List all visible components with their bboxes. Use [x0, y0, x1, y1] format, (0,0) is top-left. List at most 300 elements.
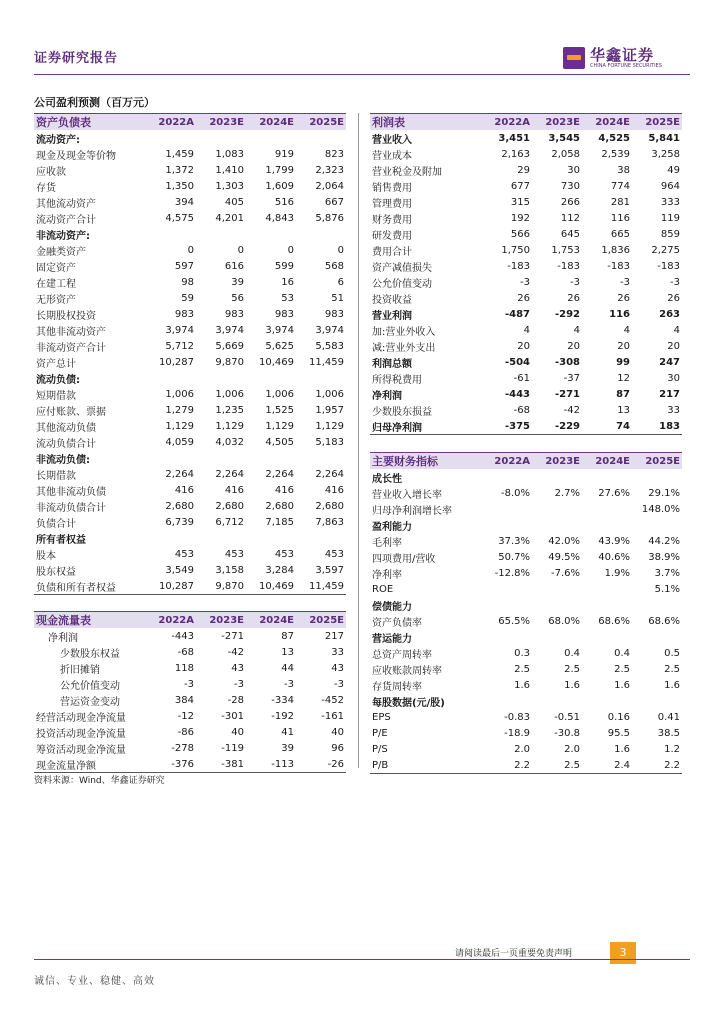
cell-value: 3,974 — [215, 324, 244, 336]
row-label: 四项费用/营收 — [372, 553, 436, 565]
table-header-row — [34, 114, 346, 131]
cell-value: -30.8 — [554, 727, 580, 739]
cell-value: 68.6% — [648, 615, 680, 627]
cell-value — [482, 501, 532, 517]
cell-value — [196, 530, 246, 546]
row-label: 加:营业外收入 — [372, 326, 436, 338]
cell-value: 11,459 — [309, 356, 344, 368]
cell-value: 568 — [324, 260, 344, 272]
row-label: 现金流量净额 — [34, 756, 146, 773]
table-row — [34, 530, 346, 546]
row-label: P/S — [372, 743, 388, 755]
cell-value: 51 — [331, 292, 344, 304]
cell-value: 4 — [673, 324, 680, 336]
table-row — [370, 178, 682, 194]
year-header: 2022A — [482, 453, 532, 470]
table-row — [370, 162, 682, 178]
table-row — [370, 533, 682, 549]
cell-value: 56 — [231, 292, 244, 304]
cell-value: 2.5 — [614, 663, 630, 675]
cell-value: -0.51 — [554, 711, 580, 723]
cell-value: -271 — [221, 630, 244, 642]
cell-value: 2,064 — [315, 180, 344, 192]
cell-value: 453 — [224, 548, 244, 560]
cell-value: 1.9% — [604, 567, 630, 579]
cell-value: 98 — [181, 276, 194, 288]
table-header-row — [370, 453, 682, 470]
cell-value — [582, 501, 632, 517]
row-label: 少数股东损益 — [372, 406, 432, 418]
cell-value: 148.0% — [641, 503, 680, 515]
table-row — [34, 676, 346, 692]
cell-value: 99 — [616, 356, 630, 368]
cell-value: -12 — [177, 710, 194, 722]
cell-value: 1,006 — [315, 388, 344, 400]
cell-value: 1,303 — [215, 180, 244, 192]
row-label: 短期借款 — [36, 390, 76, 402]
cell-value — [296, 530, 346, 546]
table-row — [34, 514, 346, 530]
cell-value: 6 — [337, 276, 344, 288]
row-label: 非流动资产: — [36, 230, 90, 242]
cell-value: 2.0 — [564, 743, 580, 755]
table-row — [34, 628, 346, 644]
column-divider — [358, 113, 359, 768]
cell-value: -504 — [504, 356, 530, 368]
table-row — [34, 146, 346, 162]
cell-value — [532, 469, 582, 485]
table-row — [34, 130, 346, 146]
cell-value: 333 — [660, 196, 680, 208]
row-label: 其他流动负债 — [36, 422, 96, 434]
table-row — [370, 677, 682, 693]
cell-value: -68 — [513, 404, 530, 416]
cell-value: 3,284 — [265, 564, 294, 576]
cell-value: -161 — [321, 710, 344, 722]
row-label: ROE — [372, 583, 394, 595]
table-row — [34, 562, 346, 578]
cash-flow-table — [34, 611, 346, 773]
table-row — [370, 613, 682, 629]
row-label: 成长性 — [372, 473, 402, 485]
table-row — [34, 306, 346, 322]
table-row — [370, 354, 682, 370]
row-label: 费用合计 — [372, 246, 412, 258]
cell-value — [246, 370, 296, 386]
cell-value — [532, 501, 582, 517]
table-row — [370, 645, 682, 661]
cell-value: 43 — [231, 662, 244, 674]
cell-value: 65.5% — [498, 615, 530, 627]
year-header: 2023E — [532, 114, 582, 131]
cell-value: 42.0% — [548, 535, 580, 547]
table-row — [34, 578, 346, 595]
cell-value: 33 — [667, 404, 680, 416]
year-header: 2024E — [582, 453, 632, 470]
cell-value: 13 — [617, 404, 630, 416]
cell-value: 30 — [667, 372, 680, 384]
cell-value: 859 — [660, 228, 680, 240]
year-header: 2025E — [632, 453, 682, 470]
cell-value: 919 — [274, 148, 294, 160]
cell-value — [296, 450, 346, 466]
cell-value: 983 — [174, 308, 194, 320]
cell-value: 0.3 — [514, 647, 530, 659]
cell-value: 4,525 — [598, 132, 630, 144]
table-row — [34, 354, 346, 370]
row-label: 其他流动资产 — [36, 198, 96, 210]
table-header-row — [370, 114, 682, 131]
cell-value: -113 — [246, 756, 296, 773]
company-logo — [563, 42, 693, 72]
row-label: 研发费用 — [372, 230, 412, 242]
cell-value: 5,669 — [215, 340, 244, 352]
cell-value: 33 — [331, 646, 344, 658]
cell-value: 40.6% — [598, 551, 630, 563]
table-row — [370, 146, 682, 162]
table-title: 主要财务指标 — [370, 453, 482, 470]
cell-value: 2.5 — [564, 663, 580, 675]
year-header: 2022A — [146, 612, 196, 629]
row-label: 投资收益 — [372, 294, 412, 306]
row-label: 公允价值变动 — [60, 680, 120, 692]
cell-value: 416 — [174, 484, 194, 496]
table-title: 现金流量表 — [34, 612, 146, 629]
cell-value: 2.4 — [582, 757, 632, 774]
table-row — [370, 418, 682, 435]
row-label: 所有者权益 — [36, 534, 86, 546]
cell-value: 2,275 — [651, 244, 680, 256]
cell-value — [582, 517, 632, 533]
cell-value: 5,712 — [165, 340, 194, 352]
cell-value: -292 — [554, 308, 580, 320]
year-header: 2024E — [582, 114, 632, 131]
cell-value: 112 — [560, 212, 580, 224]
row-label: 存货周转率 — [372, 681, 422, 693]
balance-sheet-table — [34, 113, 346, 595]
row-label: 所得税费用 — [372, 374, 422, 386]
cell-value: 667 — [324, 196, 344, 208]
table-row — [34, 258, 346, 274]
cell-value: 9,870 — [215, 356, 244, 368]
table-row — [370, 226, 682, 242]
cell-value: -18.9 — [504, 727, 530, 739]
cell-value: 4 — [623, 324, 630, 336]
cell-value: 453 — [324, 548, 344, 560]
cell-value: -86 — [177, 726, 194, 738]
cell-value: 27.6% — [598, 487, 630, 499]
row-label: 流动资产合计 — [36, 214, 96, 226]
logo-text-cn: 华鑫证券 — [590, 46, 655, 64]
table-row — [34, 756, 346, 773]
table-row — [34, 226, 346, 242]
cell-value: 315 — [510, 196, 530, 208]
cell-value: 96 — [331, 742, 344, 754]
cell-value: -3 — [334, 678, 344, 690]
table-row — [34, 322, 346, 338]
cell-value: 2,264 — [265, 468, 294, 480]
cell-value: 1,957 — [315, 404, 344, 416]
cell-value: 1,129 — [315, 420, 344, 432]
cell-value: 37.3% — [498, 535, 530, 547]
footer-divider — [34, 959, 690, 960]
table-row — [370, 338, 682, 354]
header-divider — [34, 74, 690, 75]
cell-value: 1,750 — [501, 244, 530, 256]
row-label: 其他非流动负债 — [36, 486, 106, 498]
year-header: 2022A — [482, 114, 532, 131]
row-label: 流动负债合计 — [36, 438, 96, 450]
cell-value: 416 — [224, 484, 244, 496]
cell-value: 20 — [517, 340, 530, 352]
cell-value: -3 — [620, 276, 630, 288]
row-label: 营运资金变动 — [60, 696, 120, 708]
year-header: 2024E — [246, 114, 296, 131]
table-row — [34, 274, 346, 290]
cell-value: -26 — [296, 756, 346, 773]
year-header: 2023E — [532, 453, 582, 470]
row-label: 营业成本 — [372, 150, 412, 162]
cell-value: 983 — [274, 308, 294, 320]
cell-value: 2.5 — [664, 663, 680, 675]
row-label: 营业税金及附加 — [372, 166, 442, 178]
cell-value: 38.5 — [657, 727, 680, 739]
cell-value: 3,451 — [498, 132, 530, 144]
cell-value — [146, 130, 196, 146]
cell-value — [632, 517, 682, 533]
cell-value: 3,545 — [548, 132, 580, 144]
cell-value: 38 — [617, 164, 630, 176]
cell-value: 5,841 — [648, 132, 680, 144]
cell-value: 5,876 — [315, 212, 344, 224]
table-row — [370, 661, 682, 677]
cell-value: -3 — [520, 276, 530, 288]
year-header: 2025E — [296, 612, 346, 629]
cell-value: -37 — [563, 372, 580, 384]
cell-value — [632, 629, 682, 645]
cell-value — [482, 629, 532, 645]
table-row — [34, 644, 346, 660]
report-title: 公司盈利预测（百万元） — [34, 96, 155, 109]
cell-value: -183 — [507, 260, 530, 272]
row-label: 负债和所有者权益 — [34, 578, 146, 595]
table-row — [34, 402, 346, 418]
row-label: 在建工程 — [36, 278, 76, 290]
cell-value: 0.41 — [657, 711, 680, 723]
cell-value: -42 — [563, 404, 580, 416]
cell-value — [532, 517, 582, 533]
table-row — [370, 709, 682, 725]
cell-value: 4 — [523, 324, 530, 336]
row-label: 资产总计 — [36, 358, 76, 370]
cell-value: 3,549 — [165, 564, 194, 576]
cell-value: 0 — [337, 244, 344, 256]
cell-value: 39 — [281, 742, 294, 754]
cell-value: 453 — [274, 548, 294, 560]
cell-value: 1,836 — [601, 244, 630, 256]
cell-value: -3 — [184, 678, 194, 690]
year-header: 2023E — [196, 114, 246, 131]
row-label: 公允价值变动 — [372, 278, 432, 290]
cell-value: 2,680 — [265, 500, 294, 512]
row-label: 销售费用 — [372, 182, 412, 194]
table-row — [34, 242, 346, 258]
table-row — [34, 338, 346, 354]
cell-value: 68.0% — [548, 615, 580, 627]
cell-value: 217 — [659, 388, 680, 400]
row-label: 利润总额 — [372, 358, 412, 370]
cell-value: 49.5% — [548, 551, 580, 563]
cell-value: 26 — [567, 292, 580, 304]
cell-value: 281 — [610, 196, 630, 208]
cell-value: 453 — [174, 548, 194, 560]
row-label: 减:营业外支出 — [372, 342, 436, 354]
table-row — [370, 258, 682, 274]
table-row — [34, 708, 346, 724]
cell-value: 43.9% — [598, 535, 630, 547]
cell-value: 2.5 — [514, 663, 530, 675]
cell-value: 1,129 — [215, 420, 244, 432]
cell-value: -7.6% — [550, 567, 580, 579]
table-row — [370, 549, 682, 565]
row-label: 投资活动现金净流量 — [36, 728, 126, 740]
row-label: 折旧摊销 — [60, 664, 100, 676]
cell-value: 44.2% — [648, 535, 680, 547]
cell-value: 59 — [181, 292, 194, 304]
cell-value: 4,032 — [215, 436, 244, 448]
table-row — [370, 757, 682, 774]
cell-value: 2,264 — [315, 468, 344, 480]
cell-value: 9,870 — [196, 578, 246, 595]
cell-value: 0 — [237, 244, 244, 256]
cell-value — [146, 370, 196, 386]
cell-value: 516 — [274, 196, 294, 208]
cell-value: 3,974 — [165, 324, 194, 336]
table-row — [34, 498, 346, 514]
cell-value: -3 — [670, 276, 680, 288]
cell-value: 3.7% — [654, 567, 680, 579]
cell-value: 6,739 — [165, 516, 194, 528]
cell-value: 2.2 — [632, 757, 682, 774]
table-row — [370, 501, 682, 517]
table-row — [370, 210, 682, 226]
cell-value: 1.6 — [514, 679, 530, 691]
cell-value: -28 — [227, 694, 244, 706]
cell-value: 5.1% — [654, 583, 680, 595]
table-row — [370, 274, 682, 290]
cell-value: 30 — [567, 164, 580, 176]
cell-value — [482, 581, 532, 597]
cell-value — [246, 226, 296, 242]
cell-value: 394 — [174, 196, 194, 208]
table-row — [34, 692, 346, 708]
cell-value: 10,287 — [146, 578, 196, 595]
row-label: 应收账款周转率 — [372, 665, 442, 677]
table-row — [34, 418, 346, 434]
cell-value: 0 — [287, 244, 294, 256]
cell-value: 0.16 — [607, 711, 630, 723]
year-header: 2025E — [296, 114, 346, 131]
cell-value: 1.6 — [614, 743, 630, 755]
cell-value: 1,799 — [265, 164, 294, 176]
cell-value — [532, 581, 582, 597]
cell-value: 2.5 — [532, 757, 582, 774]
cell-value — [582, 597, 632, 613]
cell-value — [532, 693, 582, 709]
row-label: 营业收入 — [372, 134, 412, 146]
cell-value — [146, 450, 196, 466]
table-row — [34, 740, 346, 756]
row-label: 金融类资产 — [36, 246, 86, 258]
cell-value: -271 — [554, 388, 580, 400]
cell-value: 4,575 — [165, 212, 194, 224]
cell-value: 16 — [281, 276, 294, 288]
cell-value: 1,459 — [165, 148, 194, 160]
cell-value: 192 — [510, 212, 530, 224]
cell-value: -68 — [177, 646, 194, 658]
cell-value — [146, 530, 196, 546]
cell-value — [532, 597, 582, 613]
year-header: 2024E — [246, 612, 296, 629]
cell-value: -119 — [221, 742, 244, 754]
cell-value: -183 — [657, 260, 680, 272]
cell-value — [296, 130, 346, 146]
row-label: 归母净利润 — [370, 418, 482, 435]
row-label: 负债合计 — [36, 518, 76, 530]
table-row — [370, 290, 682, 306]
cell-value — [246, 530, 296, 546]
row-label: 长期股权投资 — [36, 310, 96, 322]
cell-value: -42 — [227, 646, 244, 658]
row-label: 偿债能力 — [372, 601, 412, 613]
cell-value — [482, 517, 532, 533]
cell-value: 1,006 — [165, 388, 194, 400]
footer-disclaimer: 请阅读最后一页重要免责声明 — [455, 949, 573, 959]
cell-value: 645 — [560, 228, 580, 240]
row-label: 营业利润 — [372, 310, 412, 322]
cell-value — [582, 581, 632, 597]
cell-value: 1.6 — [614, 679, 630, 691]
cell-value: -452 — [321, 694, 344, 706]
cell-value: 4,843 — [265, 212, 294, 224]
cell-value: 53 — [281, 292, 294, 304]
cell-value: 6,712 — [215, 516, 244, 528]
cell-value — [532, 629, 582, 645]
cell-value: 983 — [224, 308, 244, 320]
table-row — [34, 370, 346, 386]
cell-value: 44 — [281, 662, 294, 674]
cell-value — [632, 693, 682, 709]
cell-value: -192 — [271, 710, 294, 722]
row-label: P/B — [370, 757, 482, 774]
cell-value: 983 — [324, 308, 344, 320]
cell-value: 1,525 — [265, 404, 294, 416]
cell-value: 74 — [582, 418, 632, 435]
cell-value: 87 — [281, 630, 294, 642]
cell-value: -183 — [607, 260, 630, 272]
table-row — [34, 194, 346, 210]
cell-value: 3,158 — [215, 564, 244, 576]
cell-value: 40 — [231, 726, 244, 738]
cell-value: 2,539 — [601, 148, 630, 160]
cell-value: 1.6 — [564, 679, 580, 691]
cell-value: 1,410 — [215, 164, 244, 176]
cell-value: 183 — [632, 418, 682, 435]
financial-ratios-table — [370, 452, 682, 774]
cell-value: -3 — [284, 678, 294, 690]
cell-value: 3,258 — [651, 148, 680, 160]
cell-value: 4 — [573, 324, 580, 336]
